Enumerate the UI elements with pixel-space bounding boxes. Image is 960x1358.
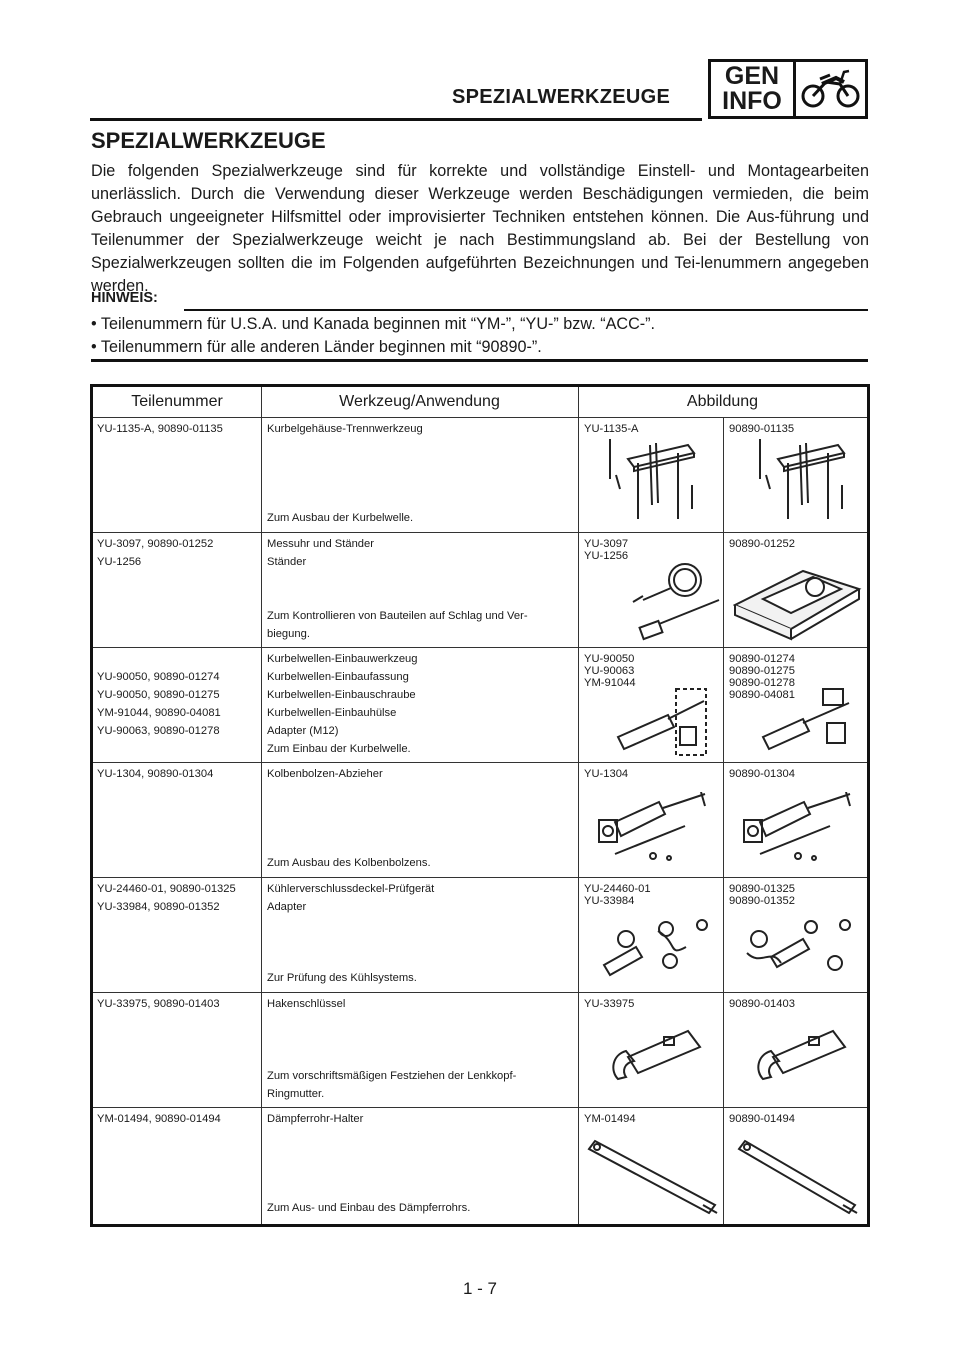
figure-label: 90890-01494 bbox=[729, 1113, 795, 1125]
figure-label: 90890-01135 bbox=[729, 423, 795, 435]
gen-info-badge bbox=[708, 59, 868, 119]
note-bullets bbox=[91, 313, 655, 359]
figure-label: YU-3097 YU-1256 bbox=[584, 538, 629, 562]
dial-gauge-illustration bbox=[623, 562, 723, 642]
row-part-numbers: YU-33975, 90890-01403 bbox=[97, 998, 220, 1010]
row-divider bbox=[93, 877, 867, 878]
page-heading: SPEZIALWERKZEUGE bbox=[91, 128, 326, 153]
note-rule bbox=[184, 309, 868, 311]
column-header-part-number: Teilenummer bbox=[131, 393, 223, 410]
column-divider bbox=[723, 417, 724, 1224]
intro-paragraph: Die folgenden Spezialwerkzeuge sind für korrekte und vollständige Einstell- und Montagearbeiten unerlässlich. Durch die Verwendung dieser Werkzeuge werden Beschädigungen vermieden, die beim Gebrauch ungeeigneter Hilfsmittel oder improvisierter Techniken entstehen können. Die Aus-führung und Teilenummer der Spezialwerkzeuge weicht je nach Bestimmungsland ab. Bei der Bestellung von Spezialwerkzeugen sollten die im Folgenden aufgeführten Bezeichnungen und Tei-lenummern angegeben werden. bbox=[91, 162, 869, 295]
figure-label: 90890-01403 bbox=[729, 998, 795, 1010]
column-divider bbox=[578, 387, 579, 1224]
note-bullet: • Teilenummern für alle anderen Länder beginnen mit “90890-”. bbox=[91, 338, 542, 356]
figure-label: YU-1304 bbox=[584, 768, 629, 780]
column-header-tool-usage: Werkzeug/Anwendung bbox=[339, 393, 500, 410]
figure-label: YU-1135-A bbox=[584, 423, 639, 435]
column-header-figure: Abbildung bbox=[686, 393, 759, 410]
row-part-numbers: YU-90050, 90890-01274 YU-90050, 90890-01275 YM-91044, 90890-04081 YU-90063, 90890-01278 bbox=[97, 671, 221, 737]
section-title: SPEZIALWERKZEUGE bbox=[452, 86, 671, 108]
special-tools-table bbox=[90, 384, 870, 1227]
piston-pin-puller-illustration bbox=[738, 792, 858, 870]
figure-label: 90890-01325 90890-01352 bbox=[729, 883, 795, 907]
row-tool-names: Kühlerverschlussdeckel-Prüfgerät Adapter bbox=[267, 883, 435, 913]
row-tool-names: Messuhr und Ständer Ständer bbox=[267, 538, 374, 568]
page-number: 1 - 7 bbox=[462, 1279, 498, 1298]
figure-label: 90890-01274 90890-01275 90890-01278 90890-04081 bbox=[729, 653, 795, 701]
figure-label: 90890-01304 bbox=[729, 768, 795, 780]
radiator-cap-tester-illustration bbox=[741, 917, 856, 983]
piston-pin-puller-illustration bbox=[593, 792, 713, 870]
row-usage: Zum Ausbau der Kurbelwelle. bbox=[267, 512, 414, 524]
row-part-numbers: YU-1135-A, 90890-01135 bbox=[97, 423, 223, 435]
figure-label: YU-24460-01 YU-33984 bbox=[584, 883, 651, 907]
figure-label: YM-01494 bbox=[584, 1113, 636, 1125]
row-usage: Zur Prüfung des Kühlsystems. bbox=[267, 972, 417, 984]
row-tool-names: Kurbelwellen-Einbauwerkzeug Kurbelwellen-Einbaufassung Kurbelwellen-Einbauschraube Kurbelwellen-Einbauhülse Adapter (M12) Zum Einbau der Kurbelwelle. bbox=[267, 653, 418, 755]
row-tool-names: Hakenschlüssel bbox=[267, 998, 346, 1010]
crankshaft-installing-tool-illustration bbox=[753, 687, 863, 761]
badge-line-1: GEN bbox=[724, 62, 780, 90]
crankcase-separating-tool-illustration bbox=[598, 439, 708, 527]
row-part-numbers: YU-1304, 90890-01304 bbox=[97, 768, 214, 780]
radiator-cap-tester-illustration bbox=[598, 917, 713, 983]
row-divider bbox=[93, 417, 867, 418]
ring-nut-wrench-illustration bbox=[608, 1027, 708, 1087]
figure-label: YU-33975 bbox=[584, 998, 635, 1010]
row-usage: Zum vorschriftsmäßigen Festziehen der Lenkkopf- Ringmutter. bbox=[267, 1070, 517, 1100]
row-usage: Zum Kontrollieren von Bauteilen auf Schlag und Ver- biegung. bbox=[267, 610, 528, 640]
motorcycle-icon bbox=[796, 62, 865, 116]
note-end-rule bbox=[91, 359, 868, 362]
row-usage: Zum Ausbau des Kolbenbolzens. bbox=[267, 857, 431, 869]
dial-gauge-kit-illustration bbox=[733, 559, 863, 643]
row-divider bbox=[93, 762, 867, 763]
row-tool-names: Kurbelgehäuse-Trennwerkzeug bbox=[267, 423, 423, 435]
badge-line-2: INFO bbox=[722, 87, 782, 115]
column-divider bbox=[261, 387, 262, 1224]
row-part-numbers: YU-3097, 90890-01252 YU-1256 bbox=[97, 538, 214, 568]
row-part-numbers: YM-01494, 90890-01494 bbox=[97, 1113, 221, 1125]
header-rule bbox=[90, 118, 702, 121]
row-usage: Zum Aus- und Einbau des Dämpferrohrs. bbox=[267, 1202, 471, 1214]
badge-text bbox=[711, 62, 796, 118]
damper-rod-holder-illustration bbox=[583, 1137, 723, 1217]
row-divider bbox=[93, 1107, 867, 1108]
damper-rod-holder-illustration bbox=[733, 1137, 863, 1217]
row-tool-names: Kolbenbolzen-Abzieher bbox=[267, 768, 383, 780]
crankcase-separating-tool-illustration bbox=[748, 439, 858, 527]
figure-label: YU-90050 YU-90063 YM-91044 bbox=[584, 653, 636, 689]
row-tool-names: Dämpferrohr-Halter bbox=[267, 1113, 364, 1125]
figure-label: 90890-01252 bbox=[729, 538, 795, 550]
row-divider bbox=[93, 992, 867, 993]
crankshaft-installing-tool-illustration bbox=[608, 687, 718, 761]
row-part-numbers: YU-24460-01, 90890-01325 YU-33984, 90890-01352 bbox=[97, 883, 236, 913]
ring-nut-wrench-illustration bbox=[753, 1027, 853, 1087]
note-label: HINWEIS: bbox=[91, 290, 158, 306]
note-bullet: • Teilenummern für U.S.A. und Kanada beginnen mit “YM-”, “YU-” bzw. “ACC-”. bbox=[91, 315, 656, 333]
row-divider bbox=[93, 532, 867, 533]
row-divider bbox=[93, 647, 867, 648]
